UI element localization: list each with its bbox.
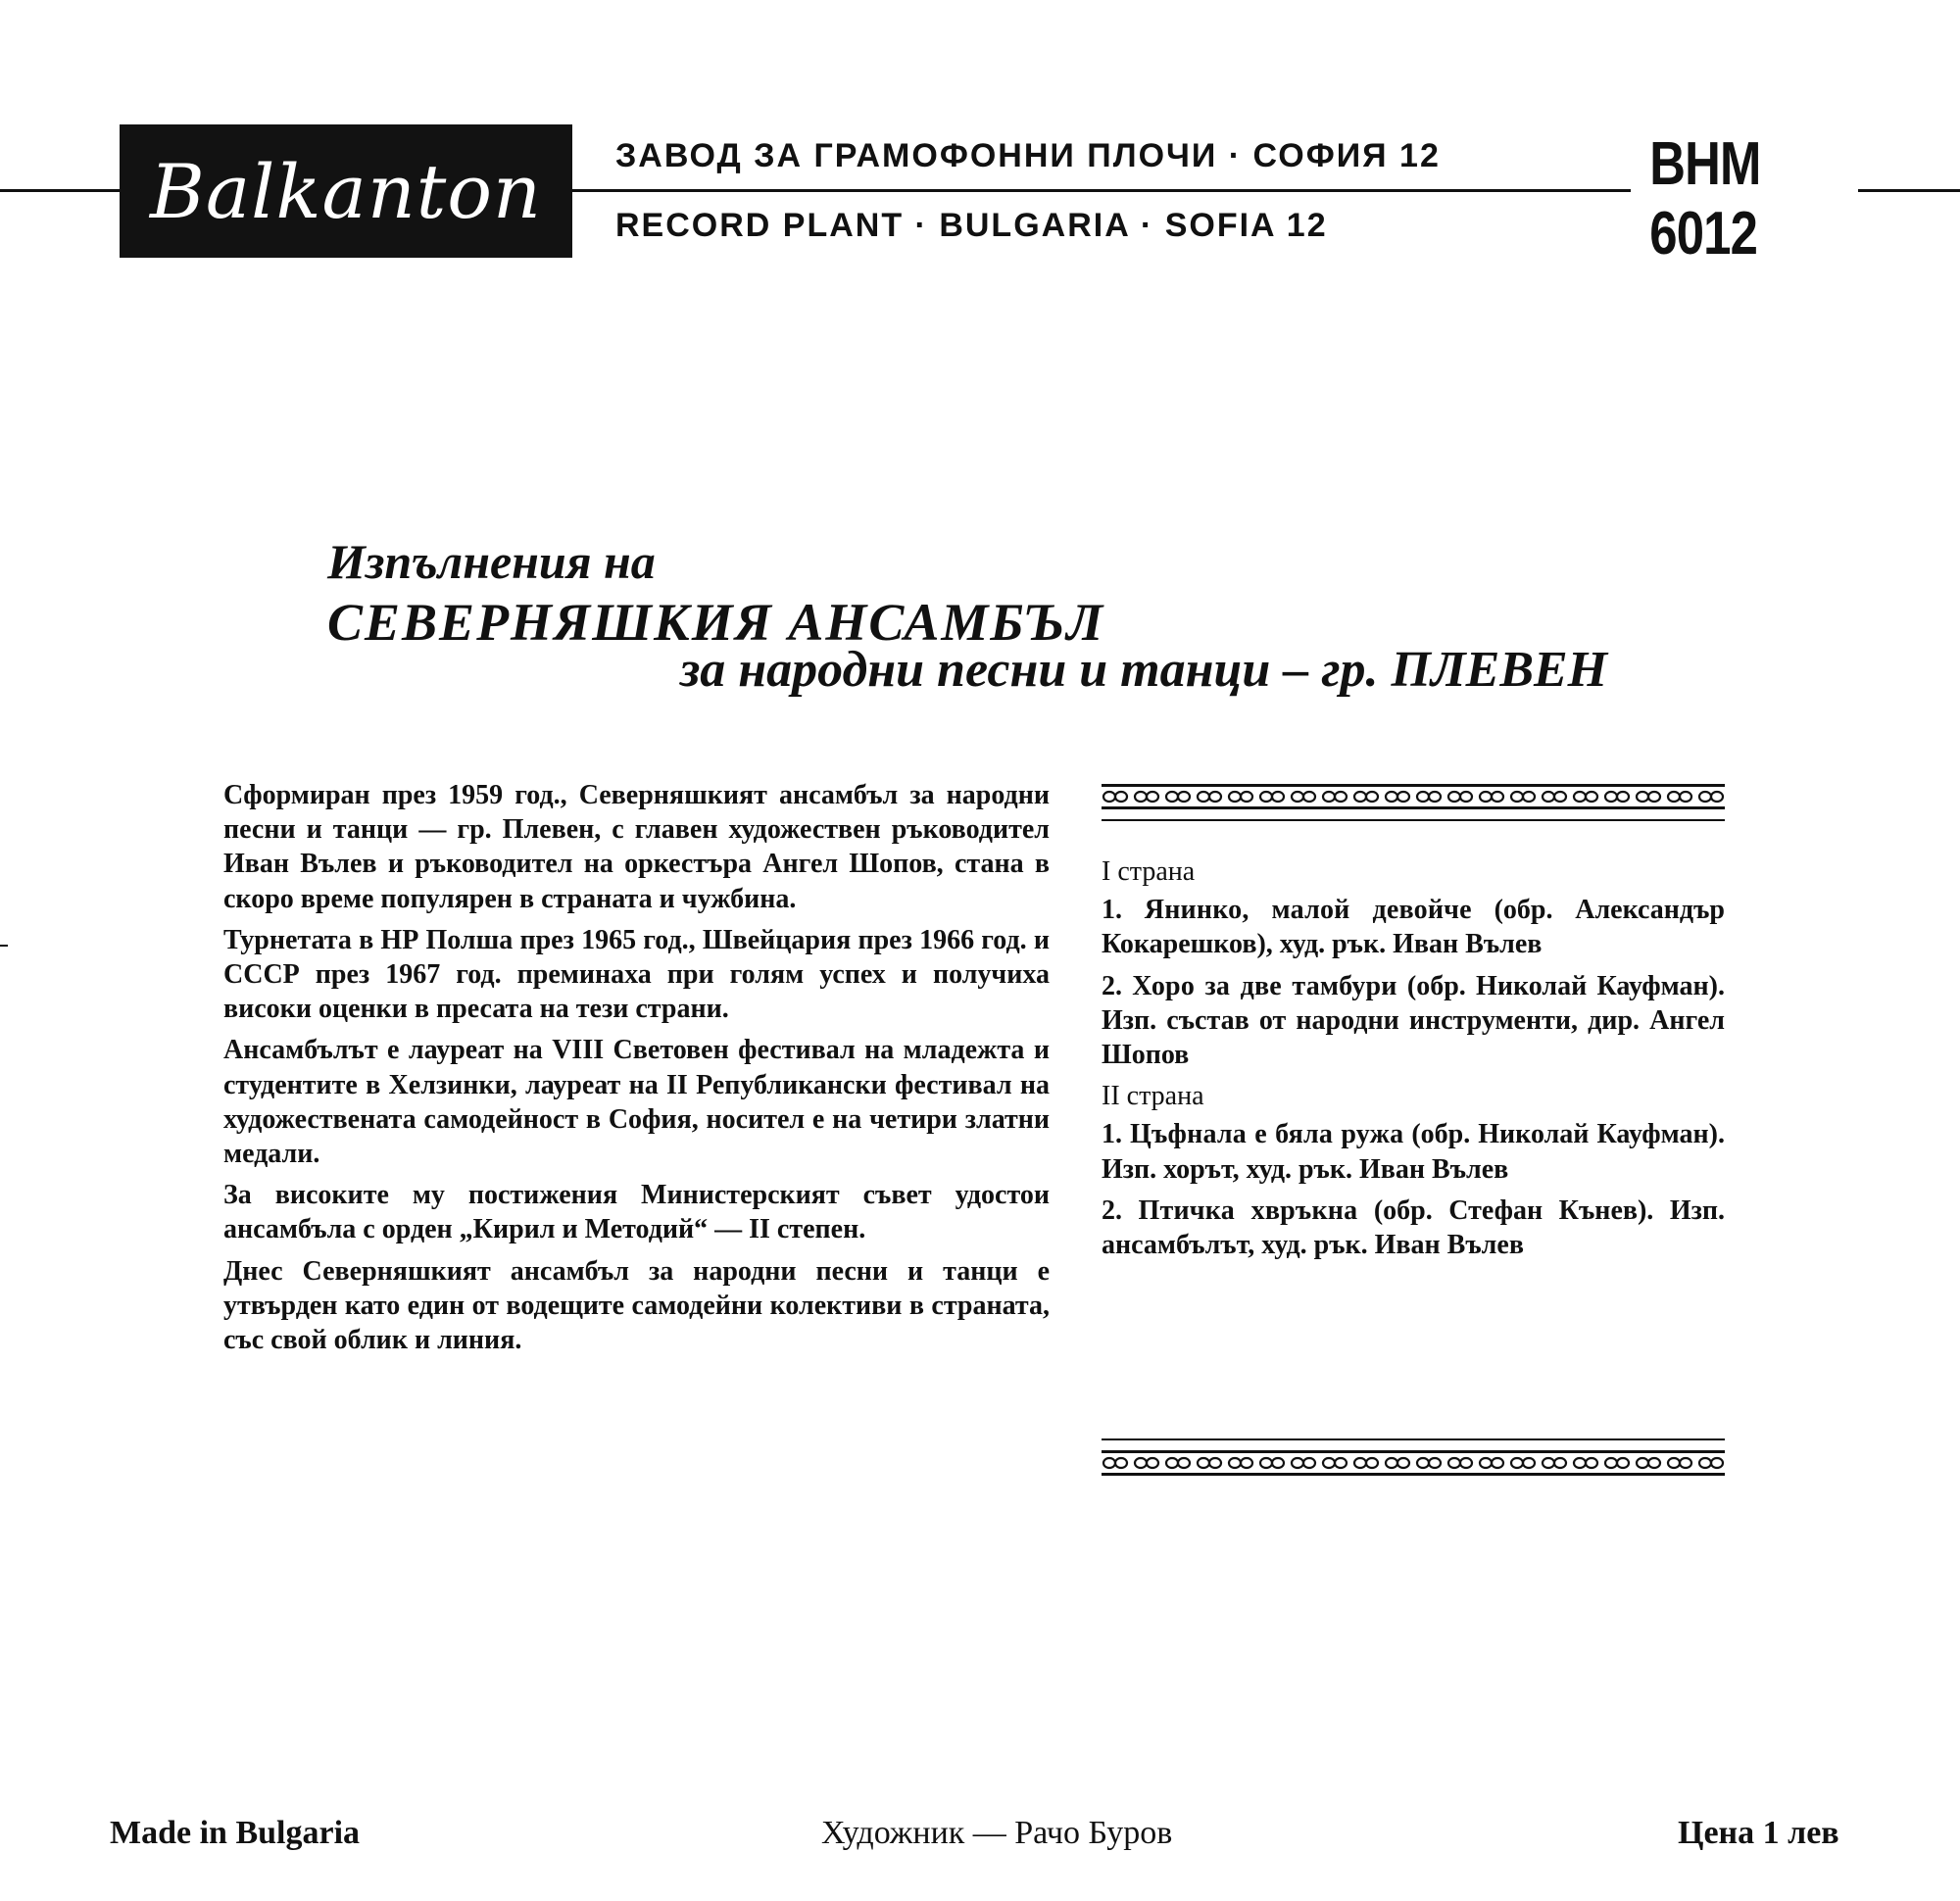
logo-text: Balkanton — [149, 147, 543, 235]
ornament-top — [1102, 784, 1725, 821]
header-line-english: RECORD PLANT · BULGARIA · SOFIA 12 — [615, 207, 1328, 244]
ornament-band — [1102, 1450, 1725, 1476]
description-paragraph: Турнетата в НР Полша през 1965 год., Швейцария през 1966 год. и СССР през 1967 год. преминаха при голям успех и получиха високи оценки в пресата на тези страни. — [223, 924, 1050, 1025]
header-line-bulgarian: ЗАВОД ЗА ГРАМОФОННИ ПЛОЧИ · СОФИЯ 12 — [615, 137, 1441, 174]
track-title: Хоро за две тамбури — [1132, 970, 1397, 1001]
track-credits: (обр. Стефан Кънев). Изп. ансамбълът, худ. рък. Иван Вълев — [1102, 1194, 1726, 1261]
track-number: 1. — [1102, 895, 1122, 926]
track-item — [1102, 1117, 1725, 1186]
description-paragraph: Ансамбълът е лауреат на VIII Световен фестивал на младежта и студентите в Хелзинки, лауреат на II Републикански фестивал на художествената самодейност в София, носител е на четири златни медали. — [223, 1035, 1050, 1170]
title-line-1: Изпълнения на — [327, 534, 656, 589]
track-item — [1102, 969, 1725, 1073]
tracklist — [1102, 854, 1725, 1269]
side-2-label: II страна — [1102, 1081, 1204, 1112]
catalog-number: ВНМ 6012 — [1649, 157, 1839, 241]
balkanton-logo — [120, 124, 572, 258]
made-in-label: Made in Bulgaria — [110, 1815, 361, 1851]
description-paragraph: Днес Северняшкият ансамбъл за народни песни и танци е утвърден като един от водещите самодейни колективи в страната, със свой облик и линия. — [223, 1255, 1050, 1356]
track-credits: (обр. Николай Кауфман). Изп. хорът, худ. рък. Иван Вълев — [1102, 1119, 1725, 1185]
artist-credit: Художник — Рачо Буров — [821, 1815, 1173, 1851]
header-rule-right — [1858, 189, 1960, 192]
track-item — [1102, 1194, 1725, 1262]
description-paragraph: Сформиран през 1959 год., Северняшкият ансамбъл за народни песни и танци — гр. Плевен, с главен художествен ръководител Иван Вълев и ръководител на оркестъра Ангел Шопов, стана в скоро време популярен в страната и чужбина. — [223, 780, 1050, 914]
track-number: 1. — [1102, 1119, 1122, 1150]
ornament-band — [1102, 784, 1725, 809]
ornament-rule — [1102, 819, 1725, 821]
track-number: 2. — [1102, 1194, 1122, 1226]
track-item — [1102, 893, 1725, 961]
title-line-2: СЕВЕРНЯШКИЯ АНСАМБЪЛ — [327, 593, 1105, 652]
description-column — [223, 778, 1050, 1364]
track-title: Птичка хвръкна — [1138, 1194, 1358, 1226]
track-credits: (обр. Александър Кокарешков), худ. рък. Иван Вълев — [1102, 895, 1725, 960]
track-credits: (обр. Николай Кауфман). Изп. състав от народни инструменти, дир. Ангел Шопов — [1102, 970, 1726, 1071]
header-rule-left — [0, 189, 122, 192]
title-line-3: за народни песни и танци – гр. ПЛЕВЕН — [680, 642, 1608, 698]
description-paragraph: За високите му постижения Министерският съвет удостои ансамбъла с орден „Кирил и Методий“ — II степен. — [223, 1180, 1050, 1245]
header-rule-mid — [570, 189, 1631, 192]
track-number: 2. — [1102, 970, 1122, 1001]
edge-tick-mark — [0, 945, 8, 947]
track-title: Янинко, малой девойче — [1144, 895, 1472, 926]
price-label: Цена 1 лев — [1678, 1815, 1839, 1851]
track-title: Цъфнала е бяла ружа — [1130, 1119, 1404, 1150]
ornament-bottom — [1102, 1438, 1725, 1476]
ornament-rule — [1102, 1438, 1725, 1440]
side-1-label: I страна — [1102, 856, 1196, 887]
